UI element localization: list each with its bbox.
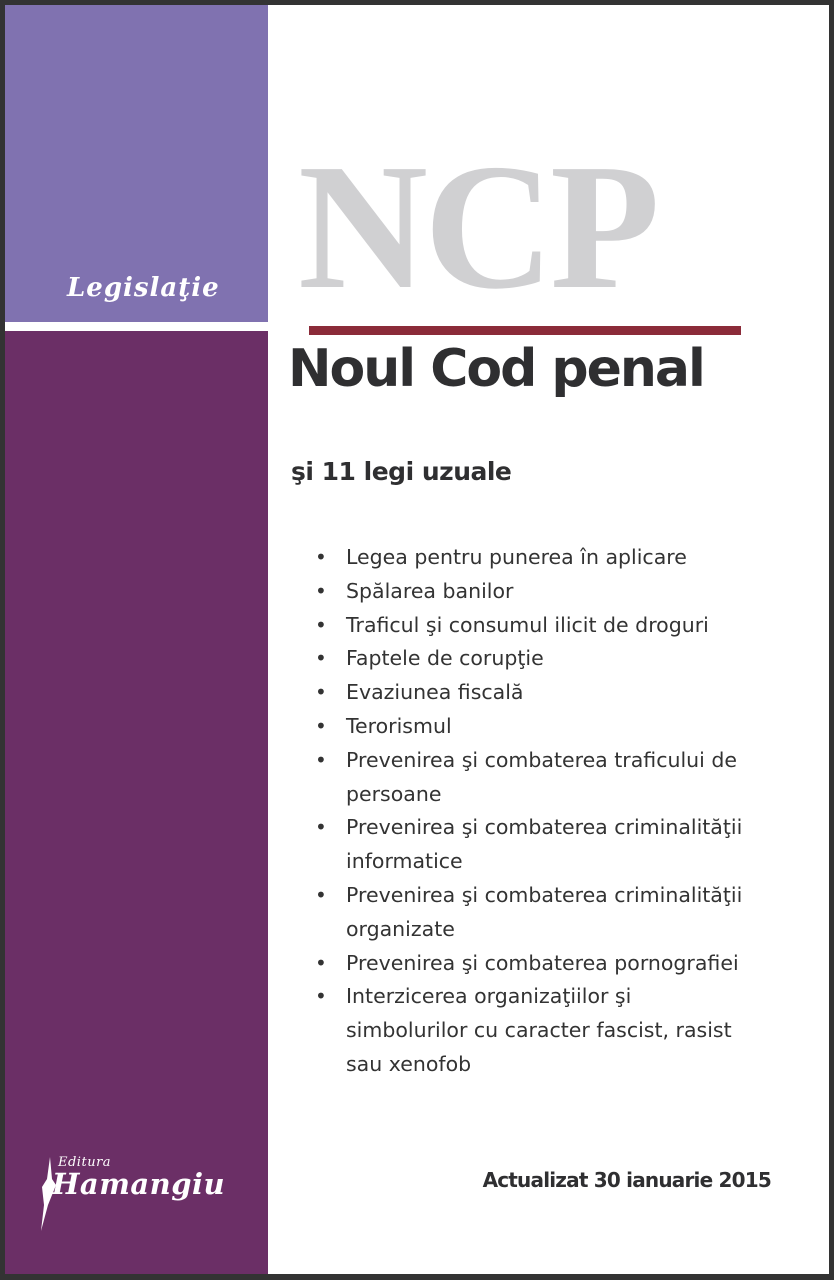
list-item: • Interzicerea organizaţiilor şi simbolurilor cu caracter fascist, rasist sau xenofob — [311, 980, 791, 1081]
bullet-icon: • — [315, 612, 327, 637]
list-item: • Evaziunea fiscală — [311, 676, 791, 710]
bullet-icon: • — [315, 747, 327, 772]
bullet-icon: • — [315, 882, 327, 907]
list-item: • Terorismul — [311, 710, 791, 744]
list-item: • Prevenirea şi combaterea traficului de persoane — [311, 744, 791, 812]
left-color-band — [5, 5, 268, 1274]
list-item: • Traficul şi consumul ilicit de droguri — [311, 609, 791, 643]
series-label: Legislaţie — [67, 273, 220, 303]
publisher-name: Hamangiu — [52, 1167, 226, 1201]
bullet-icon: • — [315, 713, 327, 738]
bullet-icon: • — [315, 646, 327, 671]
main-panel — [268, 5, 829, 1274]
list-item: • Legea pentru punerea în aplicare — [311, 541, 791, 575]
list-item: • Prevenirea şi combaterea criminalităţii informatice — [311, 811, 791, 879]
bullet-icon: • — [315, 950, 327, 975]
abbreviation: NCP — [298, 127, 656, 326]
list-item: • Prevenirea şi combaterea criminalităţii organizate — [311, 879, 791, 947]
publisher-label: Editura — [58, 1155, 112, 1170]
series-band — [5, 5, 268, 322]
list-item: • Faptele de corupţie — [311, 642, 791, 676]
bullet-icon: • — [315, 545, 327, 569]
laws-list — [311, 541, 791, 1082]
book-subtitle: şi 11 legi uzuale — [291, 457, 512, 486]
bullet-icon: • — [315, 984, 327, 1009]
bullet-icon: • — [315, 680, 327, 705]
plum-band — [5, 331, 268, 1274]
publisher-logo — [38, 1155, 258, 1235]
title-rule — [309, 326, 741, 335]
list-item: • Prevenirea şi combaterea pornografiei — [311, 947, 791, 981]
bullet-icon: • — [315, 815, 327, 840]
list-item: • Spălarea banilor — [311, 575, 791, 609]
book-title: Noul Cod penal — [288, 339, 704, 399]
update-date: Actualizat 30 ianuarie 2015 — [482, 1168, 771, 1192]
bullet-icon: • — [315, 578, 327, 603]
